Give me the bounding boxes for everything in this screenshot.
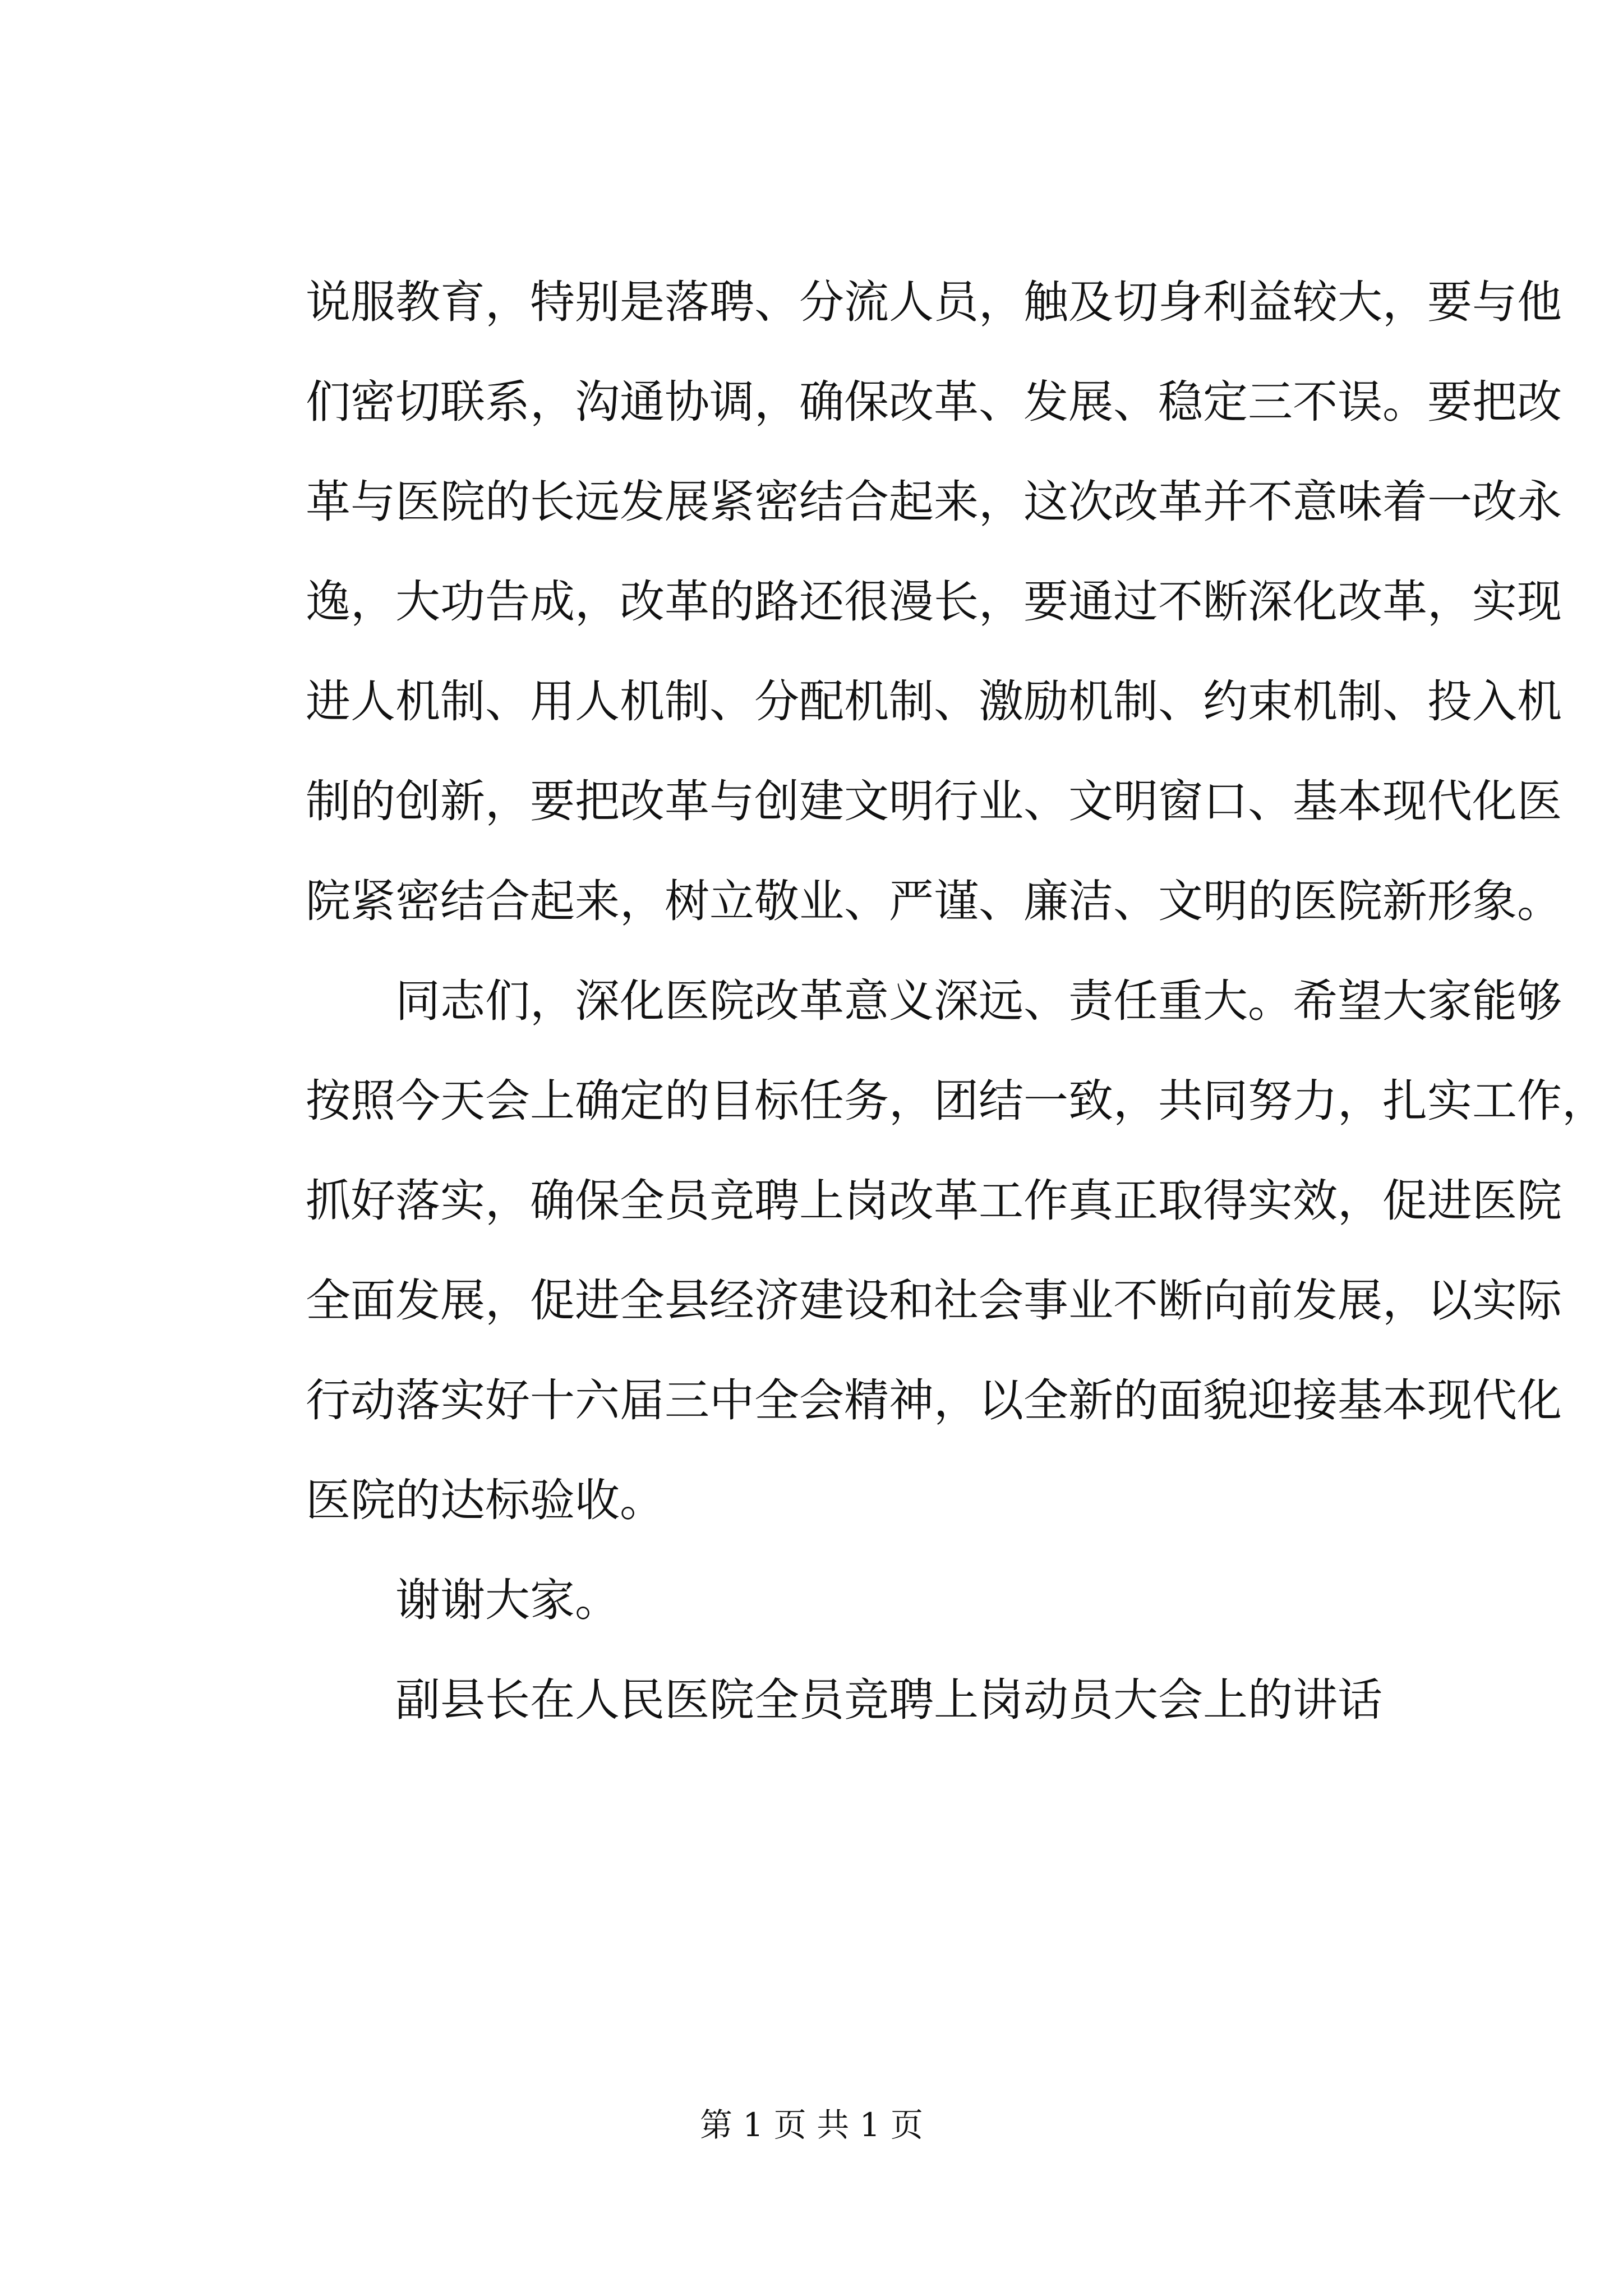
body-line: 医院的达标验收。 [306,1474,665,1526]
body-line: 按照今天会上确定的目标任务，团结一致，共同努力，扎实工作， [306,1075,1607,1127]
body-line: 们密切联系，沟通协调，确保改革、发展、稳定三不误。要把改 [306,376,1562,428]
body-line: 说服教育，特别是落聘、分流人员，触及切身利益较大，要与他 [306,276,1562,328]
body-line: 革与医院的长远发展紧密结合起来，这次改革并不意味着一改永 [306,476,1562,528]
page-number-footer: 第 1 页 共 1 页 [700,2106,923,2144]
body-line: 院紧密结合起来，树立敬业、严谨、廉洁、文明的医院新形象。 [306,875,1562,927]
body-line: 同志们，深化医院改革意义深远、责任重大。希望大家能够 [306,975,1562,1027]
document-title-line: 副县长在人民医院全员竞聘上岗动员大会上的讲话 [306,1674,1382,1726]
body-line: 进人机制、用人机制、分配机制、激励机制、约束机制、投入机 [306,675,1562,728]
body-line: 逸，大功告成，改革的路还很漫长，要通过不断深化改革，实现 [306,576,1562,628]
body-line: 行动落实好十六届三中全会精神，以全新的面貌迎接基本现代化 [306,1374,1562,1427]
body-line: 制的创新，要把改革与创建文明行业、文明窗口、基本现代化医 [306,775,1562,827]
document-body [306,252,1607,1750]
body-line: 谢谢大家。 [306,1574,620,1626]
body-line: 抓好落实，确保全员竞聘上岗改革工作真正取得实效，促进医院 [306,1175,1562,1227]
body-line: 全面发展，促进全县经济建设和社会事业不断向前发展，以实际 [306,1274,1562,1327]
